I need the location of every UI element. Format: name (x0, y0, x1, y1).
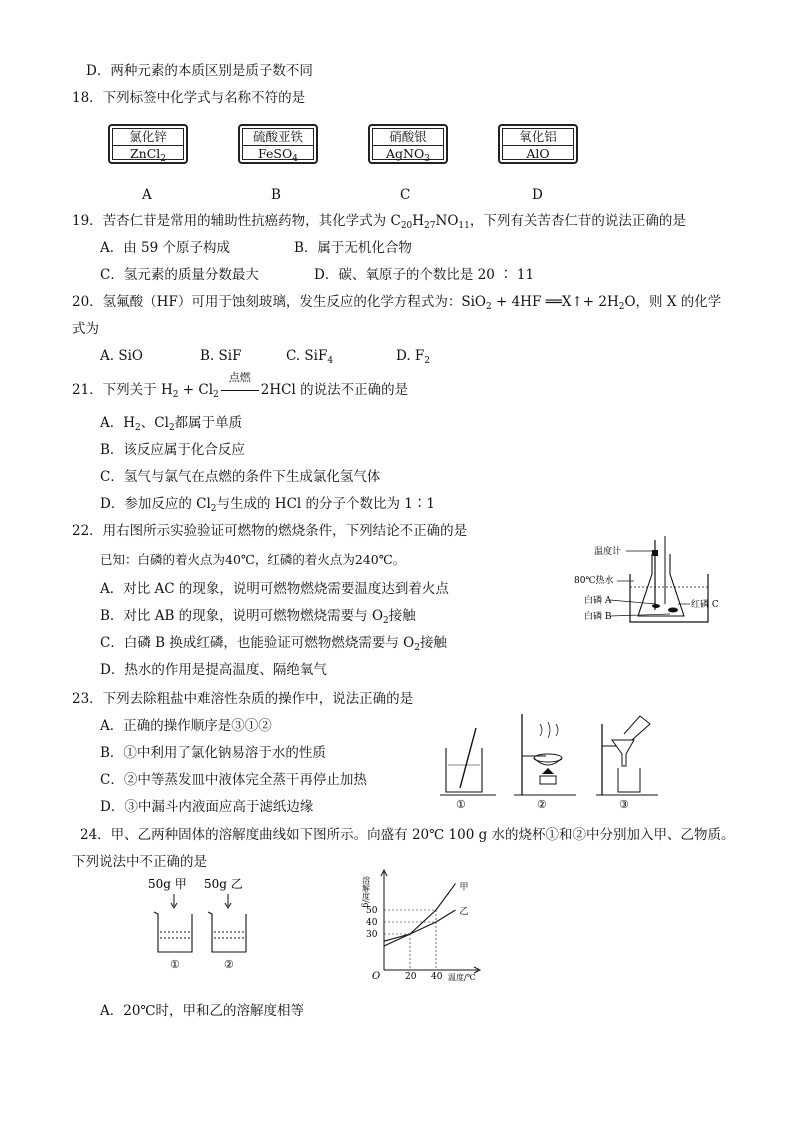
tag-name: 硫酸亚铁 (243, 129, 313, 146)
q21-option-c: C．氢气与氯气在点燃的条件下生成氯化氢气体 (100, 469, 381, 485)
equals-line (221, 390, 259, 391)
x-axis-label: 温度/℃ (448, 973, 476, 982)
opt-text: 与生成的 HCl 的分子个数比为 1∶1 (216, 496, 435, 512)
q17-option-d: D．两种元素的本质区别是质子数不同 (86, 63, 313, 79)
q24-stem-cont: 下列说法中不正确的是 (72, 854, 207, 870)
q19-stem-text: NO (435, 213, 459, 229)
opt-text: 接触 (419, 635, 447, 651)
y-tick-label: 50 (366, 906, 378, 916)
x-tick-label: 40 (431, 972, 443, 982)
q22-option-b (100, 607, 416, 625)
y-axis-label: 溶解度/g (361, 876, 371, 908)
q19-option-a: A．由 59 个原子构成 (100, 240, 231, 256)
opt-text: D．参加反应的 Cl (100, 496, 211, 512)
q18-stem: 18．下列标签中化学式与名称不符的是 (72, 90, 306, 106)
tag-label-c: C (400, 187, 411, 203)
q23-stem: 23．下列去除粗盐中难溶性杂质的操作中，说法正确的是 (72, 691, 414, 707)
q19-stem-text: ，下列有关苦杏仁苷的说法正确的是 (469, 213, 686, 229)
q19-stem-text: H (412, 213, 425, 229)
beaker2-num: ② (224, 958, 234, 971)
opt-text: C．白磷 B 换成红磷，也能验证可燃物燃烧需要与 O (100, 635, 415, 651)
fig-thermometer-label: 温度计 (594, 547, 622, 557)
x-tick-label: 20 (405, 972, 417, 982)
solubility-chart (360, 866, 490, 982)
q23-option-d: D．③中漏斗内液面应高于滤纸边缘 (100, 799, 314, 815)
sub: 27 (424, 221, 436, 231)
tag-formula: FeSO (258, 146, 293, 161)
fig-label-2: ② (537, 798, 547, 810)
beaker2-label: 50g 乙 (204, 877, 243, 891)
label-tag-b (238, 124, 318, 164)
sub: 20 (400, 221, 413, 231)
q20-option-a: A. SiO (100, 348, 143, 364)
label-tag-a (108, 124, 188, 164)
q19-option-c: C．氢元素的质量分数最大 (100, 267, 259, 283)
opt-text: 、Cl (140, 415, 169, 431)
y-tick-label: 30 (366, 930, 378, 940)
series-label-jia: 甲 (459, 882, 469, 893)
opt-text: C. SiF (286, 348, 328, 364)
q20-option-b: B. SiF (200, 348, 242, 364)
tag-label-a: A (142, 187, 152, 203)
opt-text: D. F (396, 348, 425, 364)
sub: 2 (135, 423, 141, 433)
fig-white-b-label: 白磷 B (584, 612, 612, 622)
q21-stem (72, 371, 409, 400)
q22-option-c (100, 634, 447, 652)
q21-stem-text: 21．下列关于 H (72, 382, 173, 398)
tag-label-d: D (532, 187, 543, 203)
q19-option-b: B．属于无机化合物 (294, 240, 412, 256)
tag-formula-sub: 2 (160, 154, 167, 164)
q22-option-a: A．对比 AC 的现象，说明可燃物燃烧需要温度达到着火点 (100, 581, 449, 597)
origin-label: O (372, 971, 381, 982)
reaction-condition: 点燃 (228, 371, 251, 384)
opt-text: 接触 (388, 608, 416, 624)
q20-stem (72, 293, 721, 311)
tag-name: 氯化锌 (113, 129, 183, 146)
sub: 2 (210, 504, 217, 514)
sub: 11 (458, 221, 470, 231)
q23-option-a: A．正确的操作顺序是③①② (100, 718, 272, 734)
combustion-apparatus-figure (570, 532, 740, 627)
sub: 4 (327, 356, 334, 366)
fig-label-1: ① (456, 798, 466, 810)
q19-stem (72, 212, 686, 230)
fig-white-a-label: 白磷 A (584, 596, 612, 606)
series-label-yi: 乙 (459, 907, 469, 917)
q20-option-d (396, 347, 430, 365)
fig-label-3: ③ (619, 798, 629, 810)
opt-text: 都属于单质 (174, 415, 243, 431)
q24-stem: 24．甲、乙两种固体的溶解度曲线如下图所示。向盛有 20℃ 100 g 水的烧杯①和②中分别加入甲、乙物质。 (80, 827, 735, 843)
q21-option-d (100, 495, 435, 513)
q21-option-a (100, 414, 242, 432)
sub: 2 (424, 356, 431, 366)
beakers-figure (140, 874, 260, 974)
reaction-arrow (221, 371, 259, 399)
series-line-jia (384, 884, 456, 946)
tag-formula: AlO (526, 146, 550, 161)
sub: 2 (172, 390, 179, 400)
fig-red-c-label: 红磷 C (691, 600, 719, 610)
sub: 2 (213, 390, 219, 400)
opt-text: B．对比 AB 的现象，说明可燃物燃烧需要与 O (100, 608, 384, 624)
q20-stem-text: O，则 X 的化学 (624, 294, 722, 310)
y-tick-label: 40 (366, 918, 378, 928)
q23-option-c: C．②中等蒸发皿中液体完全蒸干再停止加热 (100, 772, 367, 788)
label-tag-d (498, 124, 578, 164)
sub: 2 (485, 302, 492, 312)
q21-option-b: B．该反应属于化合反应 (100, 442, 245, 458)
sub: 2 (414, 643, 420, 653)
opt-text: A．H (100, 415, 136, 431)
q22-given: 已知：白磷的着火点为40℃，红磷的着火点为240℃。 (100, 552, 406, 567)
tag-name: 氧化铝 (503, 129, 573, 146)
q22-stem: 22．用右图所示实验验证可燃物的燃烧条件，下列结论不正确的是 (72, 523, 468, 539)
q19-option-d: D．碳、氧原子的个数比是 20 ∶ 11 (314, 267, 535, 283)
tag-formula-sub: 3 (424, 154, 430, 164)
q20-option-c (286, 347, 333, 365)
q20-stem-text: 20．氢氟酸（HF）可用于蚀刻玻璃，发生反应的化学方程式为：SiO (72, 294, 486, 310)
tag-name: 硝酸银 (373, 129, 443, 146)
q20-stem-text: + 4HF ══X↑+ 2H (491, 294, 619, 310)
salt-purification-figure (436, 710, 662, 810)
q21-stem-text: 2HCl 的说法不正确的是 (260, 382, 409, 398)
q20-stem-cont: 式为 (72, 321, 99, 337)
sub: 2 (383, 616, 389, 626)
tag-label-b: B (271, 187, 281, 203)
q24-option-a: A．20℃时，甲和乙的溶解度相等 (100, 1003, 305, 1019)
beaker1-num: ① (170, 958, 180, 971)
beaker1-label: 50g 甲 (148, 877, 187, 891)
tag-formula: AgNO (386, 146, 425, 161)
sub: 2 (618, 302, 625, 312)
q21-stem-text: + Cl (178, 382, 214, 398)
label-tag-c (368, 124, 448, 164)
tag-formula: ZnCl (129, 146, 161, 161)
q23-option-b: B．①中利用了氯化钠易溶于水的性质 (100, 745, 326, 761)
q19-stem-text: 19．苦杏仁苷是常用的辅助性抗癌药物，其化学式为 C (72, 213, 401, 229)
q22-option-d: D．热水的作用是提高温度、隔绝氧气 (100, 662, 327, 678)
sub: 2 (168, 423, 175, 433)
fig-hot-water-label: 80℃热水 (574, 576, 614, 586)
tag-formula-sub: 4 (292, 154, 298, 164)
